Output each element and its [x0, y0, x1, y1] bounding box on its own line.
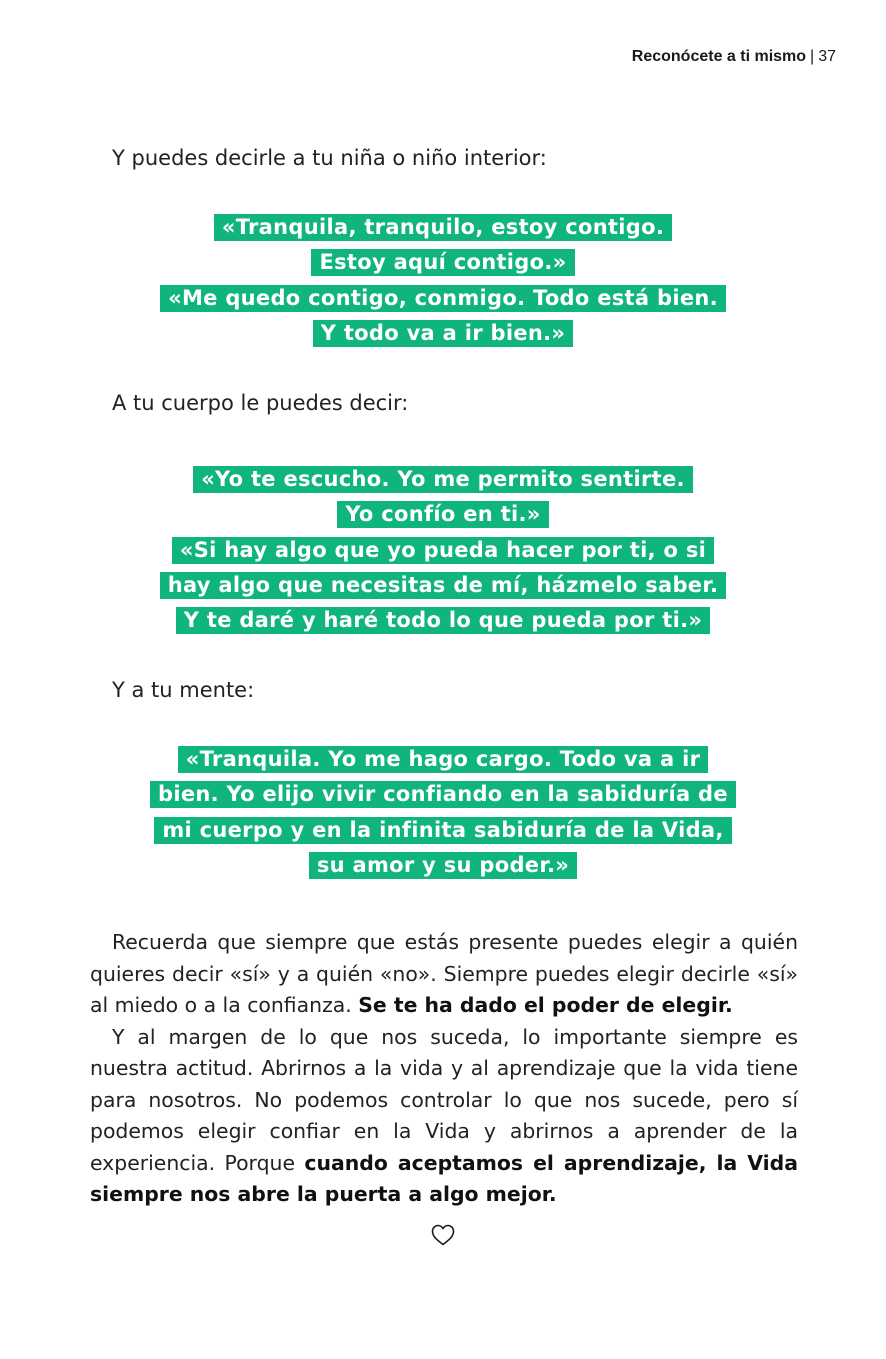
quote-line-wrap: [0, 814, 886, 849]
paragraph-text: Y al margen de lo que nos suceda, lo importante siempre es nuestra actitud. Abrirnos a la vida y al aprendizaje que la vida tiene para nosotros. No podemos controlar lo que nos sucede, pero sí podemos elegir confiar en la Vida y abrirnos a aprender de la experiencia. Porque: [90, 1024, 798, 1175]
quote-line: «Tranquila, tranquilo, estoy contigo.: [214, 214, 672, 241]
paragraph-text: Recuerda que siempre que estás presente puedes elegir a quién quieres decir «sí» y a quién «no». Siempre puedes elegir decirle «sí» al miedo o a la confianza.: [90, 930, 798, 1017]
quote-line-wrap: [0, 534, 886, 569]
page-number: 37: [818, 48, 836, 65]
quote-line-wrap: [0, 463, 886, 498]
quote-line: su amor y su poder.»: [309, 852, 577, 879]
quote-line: «Yo te escucho. Yo me permito sentirte.: [193, 466, 693, 493]
quote-line-wrap: [0, 604, 886, 639]
quote-line-wrap: [0, 282, 886, 317]
highlighted-quote: [0, 211, 886, 352]
header-separator: |: [810, 48, 815, 65]
running-header: [632, 48, 836, 66]
paragraph: [90, 1022, 798, 1211]
quote-line: Y todo va a ir bien.»: [313, 320, 574, 347]
quote-line-wrap: [0, 743, 886, 778]
quote-line: Estoy aquí contigo.»: [311, 249, 574, 276]
quote-line: «Tranquila. Yo me hago cargo. Todo va a ir: [178, 746, 709, 773]
section-intro: Y puedes decirle a tu niña o niño interior:: [112, 146, 547, 170]
paragraph: [90, 927, 798, 1022]
section-intro: Y a tu mente:: [112, 678, 255, 702]
quote-line: mi cuerpo y en la infinita sabiduría de la Vida,: [154, 817, 731, 844]
highlighted-quote: [0, 463, 886, 639]
quote-line: «Si hay algo que yo pueda hacer por ti, o si: [172, 537, 714, 564]
quote-line-wrap: [0, 498, 886, 533]
quote-line: «Me quedo contigo, conmigo. Todo está bien.: [160, 285, 726, 312]
body-text: [90, 927, 798, 1211]
quote-line-wrap: [0, 211, 886, 246]
quote-line-wrap: [0, 317, 886, 352]
quote-line: hay algo que necesitas de mí, házmelo saber.: [160, 572, 727, 599]
highlighted-quote: [0, 743, 886, 884]
quote-line: bien. Yo elijo vivir confiando en la sabiduría de: [150, 781, 736, 808]
quote-line-wrap: [0, 569, 886, 604]
quote-line-wrap: [0, 778, 886, 813]
heart-outline-icon: [431, 1224, 455, 1246]
quote-line-wrap: [0, 246, 886, 281]
paragraph-bold-text: cuando aceptamos el aprendizaje, la Vida siempre nos abre la puerta a algo mejor.: [90, 1150, 798, 1206]
paragraph-bold-text: Se te ha dado el poder de elegir.: [358, 993, 733, 1017]
quote-line: Yo confío en ti.»: [337, 501, 548, 528]
quote-line-wrap: [0, 849, 886, 884]
section-intro: A tu cuerpo le puedes decir:: [112, 391, 409, 415]
quote-line: Y te daré y haré todo lo que pueda por ti.»: [176, 607, 711, 634]
header-title: Reconócete a ti mismo: [631, 48, 807, 65]
